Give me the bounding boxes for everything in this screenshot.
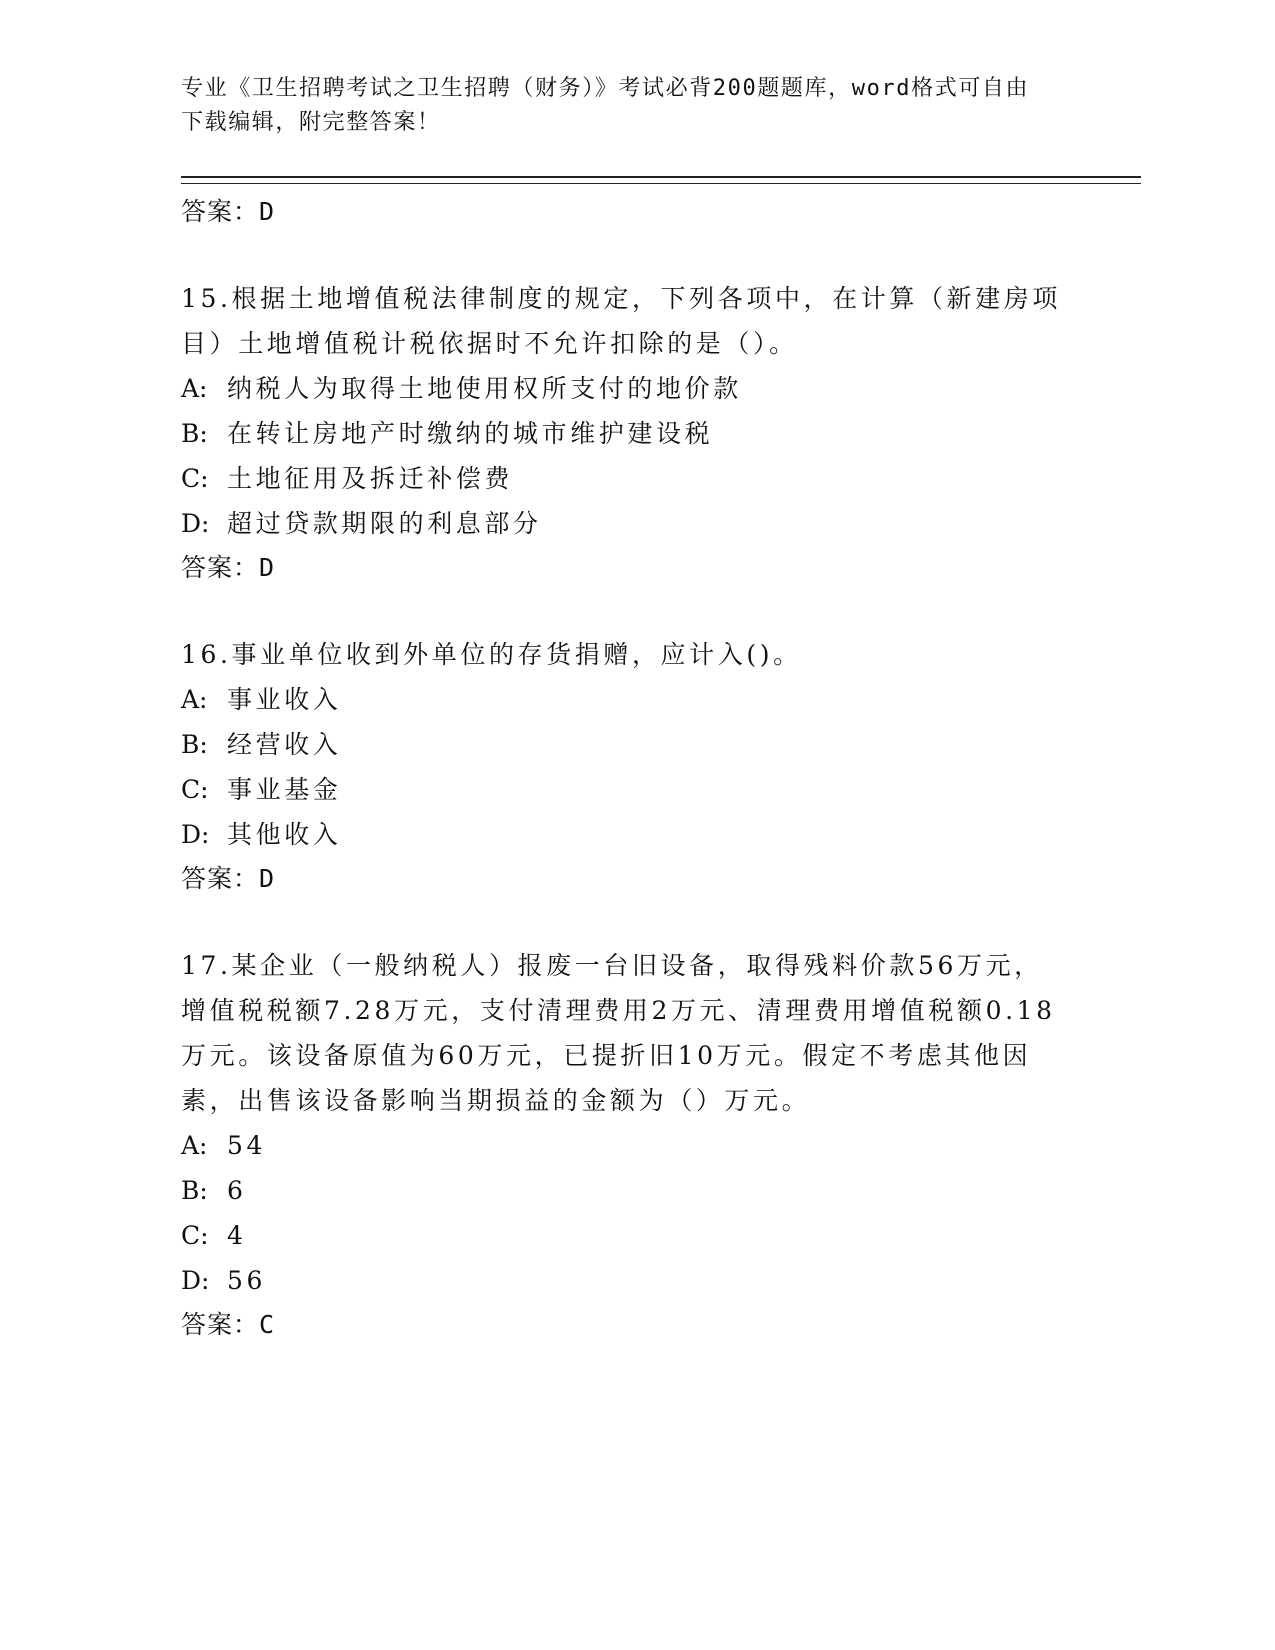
option-label: C: [181, 1221, 209, 1250]
option-c [181, 1213, 1141, 1258]
option-b [181, 1168, 1141, 1213]
option-d [181, 501, 1141, 546]
option-b [181, 722, 1141, 767]
option-text: 其他收入 [227, 820, 342, 849]
option-label: B: [181, 419, 208, 448]
answer-line: 答案：D [181, 864, 276, 893]
option-label: B: [181, 1176, 208, 1205]
option-label: A: [181, 374, 208, 403]
question-text: 15.根据土地增值税法律制度的规定，下列各项中，在计算（新建房项目）土地增值税计税依据时不允许扣除的是（）。 [181, 284, 1061, 358]
option-text: 56 [227, 1266, 267, 1295]
option-text: 纳税人为取得土地使用权所支付的地价款 [227, 374, 742, 403]
header-divider [181, 176, 1141, 184]
option-label: B: [181, 730, 208, 759]
option-label: C: [181, 464, 209, 493]
option-label: D: [181, 820, 210, 849]
option-c [181, 456, 1141, 501]
option-d [181, 1258, 1141, 1303]
option-text: 事业基金 [227, 775, 342, 804]
question-15 [181, 276, 1141, 590]
option-a [181, 366, 1141, 411]
option-text: 54 [227, 1131, 267, 1160]
question-text: 16.事业单位收到外单位的存货捐赠，应计入()。 [181, 640, 802, 669]
question-text: 17.某企业（一般纳税人）报废一台旧设备，取得残料价款56万元，增值税税额7.28万元，支付清理费用2万元、清理费用增值税额0.18万元。该设备原值为60万元，已提折旧10万元。假定不考虑其他因素，出售该设备影响当期损益的金额为（）万元。 [181, 951, 1056, 1115]
option-label: D: [181, 509, 210, 538]
question-17 [181, 943, 1141, 1347]
answer-line: 答案：D [181, 553, 276, 582]
option-c [181, 767, 1141, 812]
question-16 [181, 632, 1141, 901]
option-a [181, 1123, 1141, 1168]
option-b [181, 411, 1141, 456]
option-label: D: [181, 1266, 210, 1295]
document-header: 专业《卫生招聘考试之卫生招聘（财务）》考试必背200题题库，word格式可自由下载编辑，附完整答案！ [181, 76, 1030, 135]
option-text: 6 [227, 1176, 247, 1205]
answer-line: 答案：D [181, 197, 276, 226]
option-d [181, 812, 1141, 857]
option-text: 土地征用及拆迁补偿费 [227, 464, 514, 493]
document-page [181, 0, 1141, 1347]
option-text: 超过贷款期限的利息部分 [227, 509, 542, 538]
option-text: 事业收入 [227, 685, 342, 714]
option-text: 4 [227, 1221, 247, 1250]
option-a [181, 677, 1141, 722]
option-text: 经营收入 [227, 730, 342, 759]
answer-line: 答案：C [181, 1310, 276, 1339]
option-text: 在转让房地产时缴纳的城市维护建设税 [227, 419, 714, 448]
option-label: A: [181, 1131, 208, 1160]
option-label: A: [181, 685, 208, 714]
option-label: C: [181, 775, 209, 804]
